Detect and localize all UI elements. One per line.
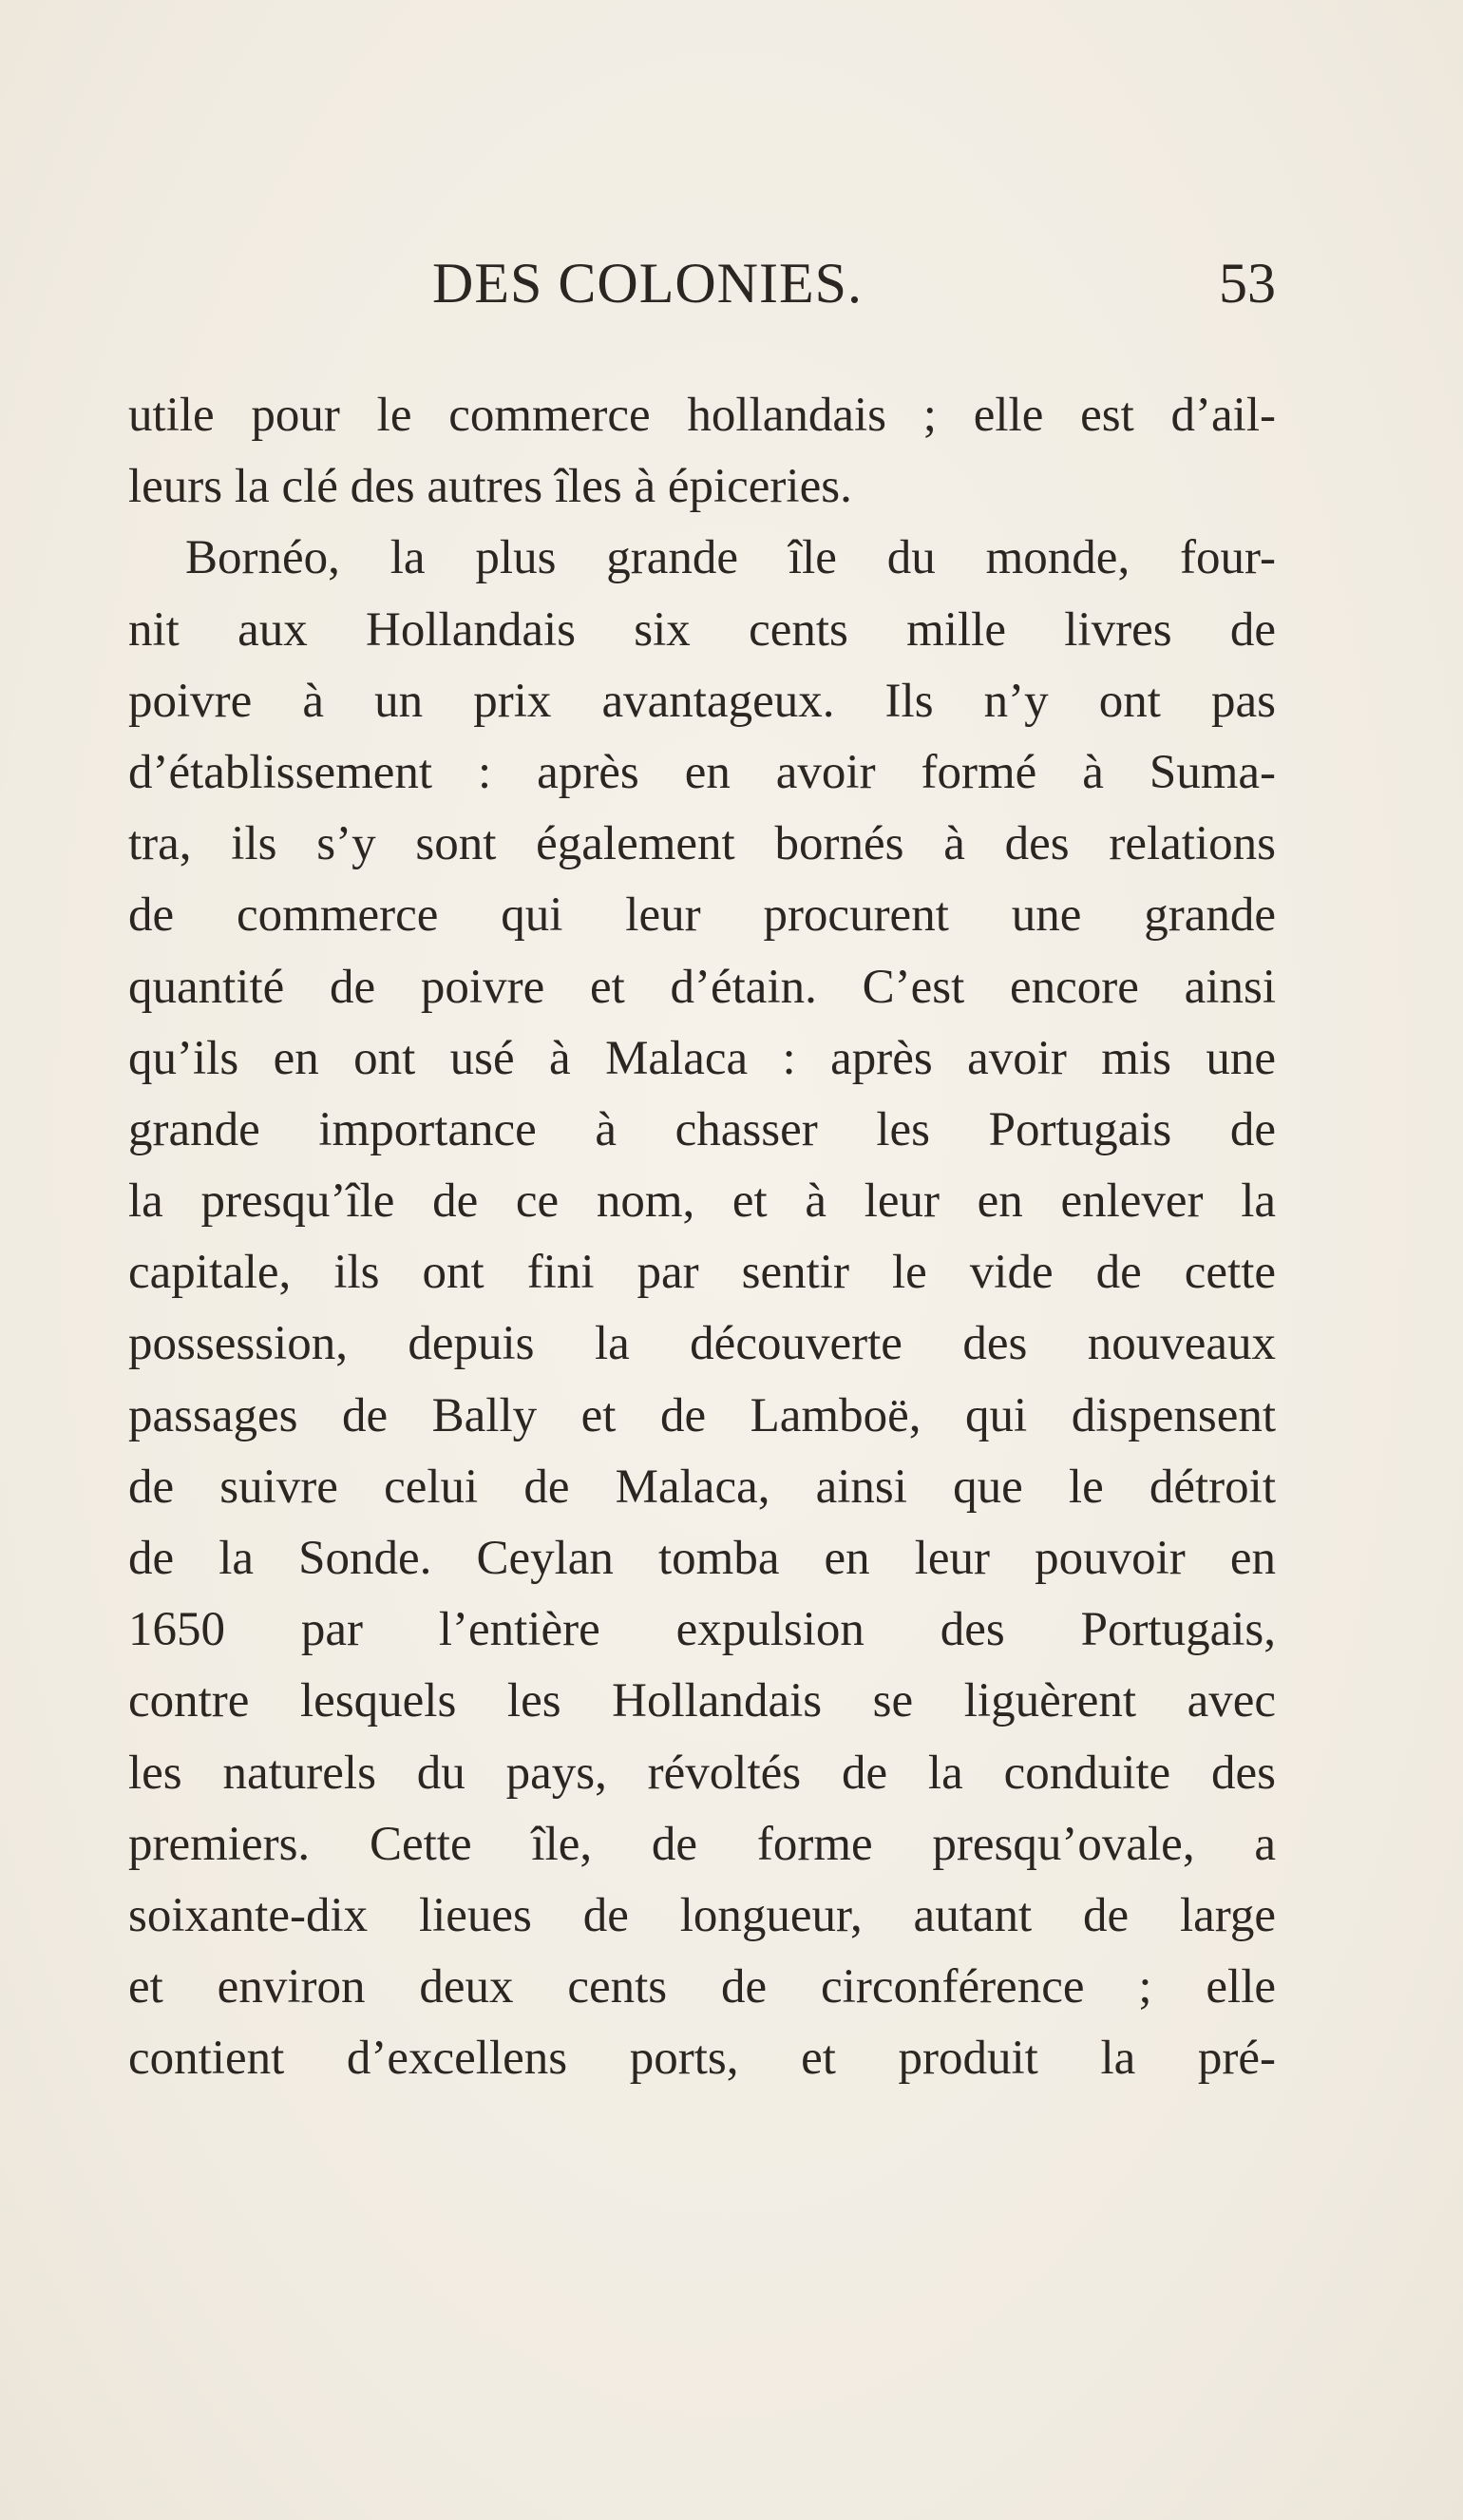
text-line: et environ deux cents de circonférence ; elle	[128, 1960, 1276, 2014]
text-line: possession, depuis la découverte des nouveaux	[128, 1317, 1276, 1371]
text-line: de suivre celui de Malaca, ainsi que le détroit	[128, 1460, 1276, 1514]
page-header	[432, 245, 1276, 321]
text-line: de commerce qui leur procurent une grande	[128, 888, 1276, 943]
text-line: Bornéo, la plus grande île du monde, four-	[185, 531, 1276, 585]
text-line: les naturels du pays, révoltés de la conduite des	[128, 1746, 1276, 1800]
text-line: capitale, ils ont fini par sentir le vide de cette	[128, 1246, 1276, 1300]
text-line: la presqu’île de ce nom, et à leur en enlever la	[128, 1174, 1276, 1229]
text-line: passages de Bally et de Lamboë, qui dispensent	[128, 1388, 1276, 1442]
text-line: d’établissement : après en avoir formé à Suma-	[128, 745, 1276, 799]
text-line: tra, ils s’y sont également bornés à des relations	[128, 817, 1276, 871]
text-line: contient d’excellens ports, et produit la pré-	[128, 2032, 1276, 2086]
text-line: poivre à un prix avantageux. Ils n’y ont pas	[128, 674, 1276, 728]
text-line: soixante-dix lieues de longueur, autant de large	[128, 1888, 1276, 1942]
text-line: leurs la clé des autres îles à épiceries.	[128, 460, 852, 514]
text-line: nit aux Hollandais six cents mille livres de	[128, 602, 1276, 657]
text-line: de la Sonde. Ceylan tomba en leur pouvoir en	[128, 1532, 1276, 1585]
text-line: 1650 par l’entière expulsion des Portugais,	[128, 1603, 1276, 1657]
text-line: contre lesquels les Hollandais se liguèrent avec	[128, 1674, 1276, 1728]
text-line: utile pour le commerce hollandais ; elle est d’ail-	[128, 389, 1276, 442]
text-line: premiers. Cette île, de forme presqu’ovale, a	[128, 1817, 1276, 1871]
page-number: 53	[1219, 252, 1276, 315]
body-text	[128, 380, 1276, 2095]
running-title: DES COLONIES.	[432, 252, 864, 315]
text-line: quantité de poivre et d’étain. C’est encore ainsi	[128, 960, 1276, 1014]
text-line: grande importance à chasser les Portugais de	[128, 1102, 1276, 1156]
text-line: qu’ils en ont usé à Malaca : après avoir mis une	[128, 1031, 1276, 1085]
